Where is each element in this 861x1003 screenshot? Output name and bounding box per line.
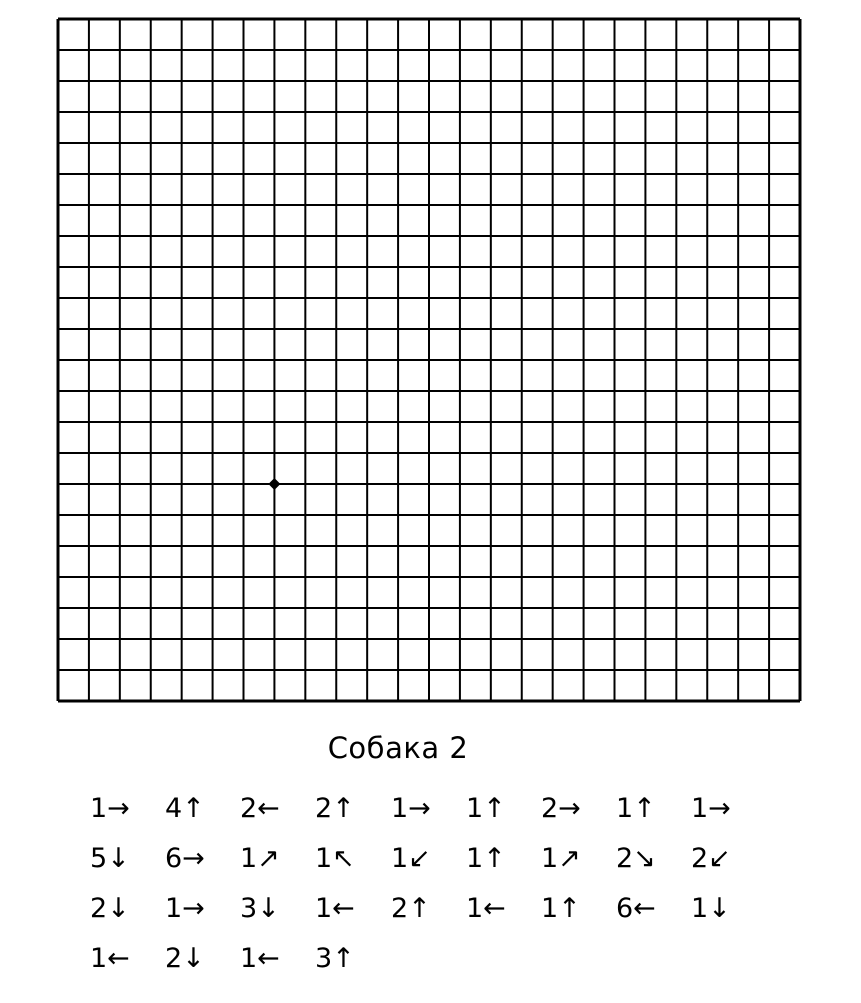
step-item: 3↑ xyxy=(315,943,355,974)
start-point-marker xyxy=(268,478,280,490)
step-item: 4↑ xyxy=(165,793,205,824)
step-item: 1→ xyxy=(165,893,205,924)
step-item: 1↖ xyxy=(315,843,355,874)
step-item: 2↙ xyxy=(691,843,731,874)
picture-title: Собака 2 xyxy=(327,731,469,765)
step-item: 2→ xyxy=(541,793,581,824)
step-item: 2↑ xyxy=(391,893,431,924)
step-item: 2← xyxy=(240,793,280,824)
step-item: 1↑ xyxy=(466,843,506,874)
drawing-grid xyxy=(56,17,802,703)
step-item: 1← xyxy=(466,893,506,924)
step-item: 1← xyxy=(315,893,355,924)
step-item: 5↓ xyxy=(90,843,130,874)
step-item: 1↑ xyxy=(541,893,581,924)
step-item: 1↑ xyxy=(616,793,656,824)
step-item: 2↓ xyxy=(165,943,205,974)
step-item: 1→ xyxy=(691,793,731,824)
step-item: 1↓ xyxy=(691,893,731,924)
step-item: 1← xyxy=(240,943,280,974)
step-item: 1→ xyxy=(391,793,431,824)
step-item: 1→ xyxy=(90,793,130,824)
grid-lines xyxy=(56,17,802,703)
step-item: 1↗ xyxy=(541,843,581,874)
step-item: 1↗ xyxy=(240,843,280,874)
step-item: 3↓ xyxy=(240,893,280,924)
step-item: 2↑ xyxy=(315,793,355,824)
step-item: 2↓ xyxy=(90,893,130,924)
step-item: 6← xyxy=(616,893,656,924)
step-item: 1↑ xyxy=(466,793,506,824)
step-item: 1↙ xyxy=(391,843,431,874)
step-item: 6→ xyxy=(165,843,205,874)
step-item: 2↘ xyxy=(616,843,656,874)
step-item: 1← xyxy=(90,943,130,974)
